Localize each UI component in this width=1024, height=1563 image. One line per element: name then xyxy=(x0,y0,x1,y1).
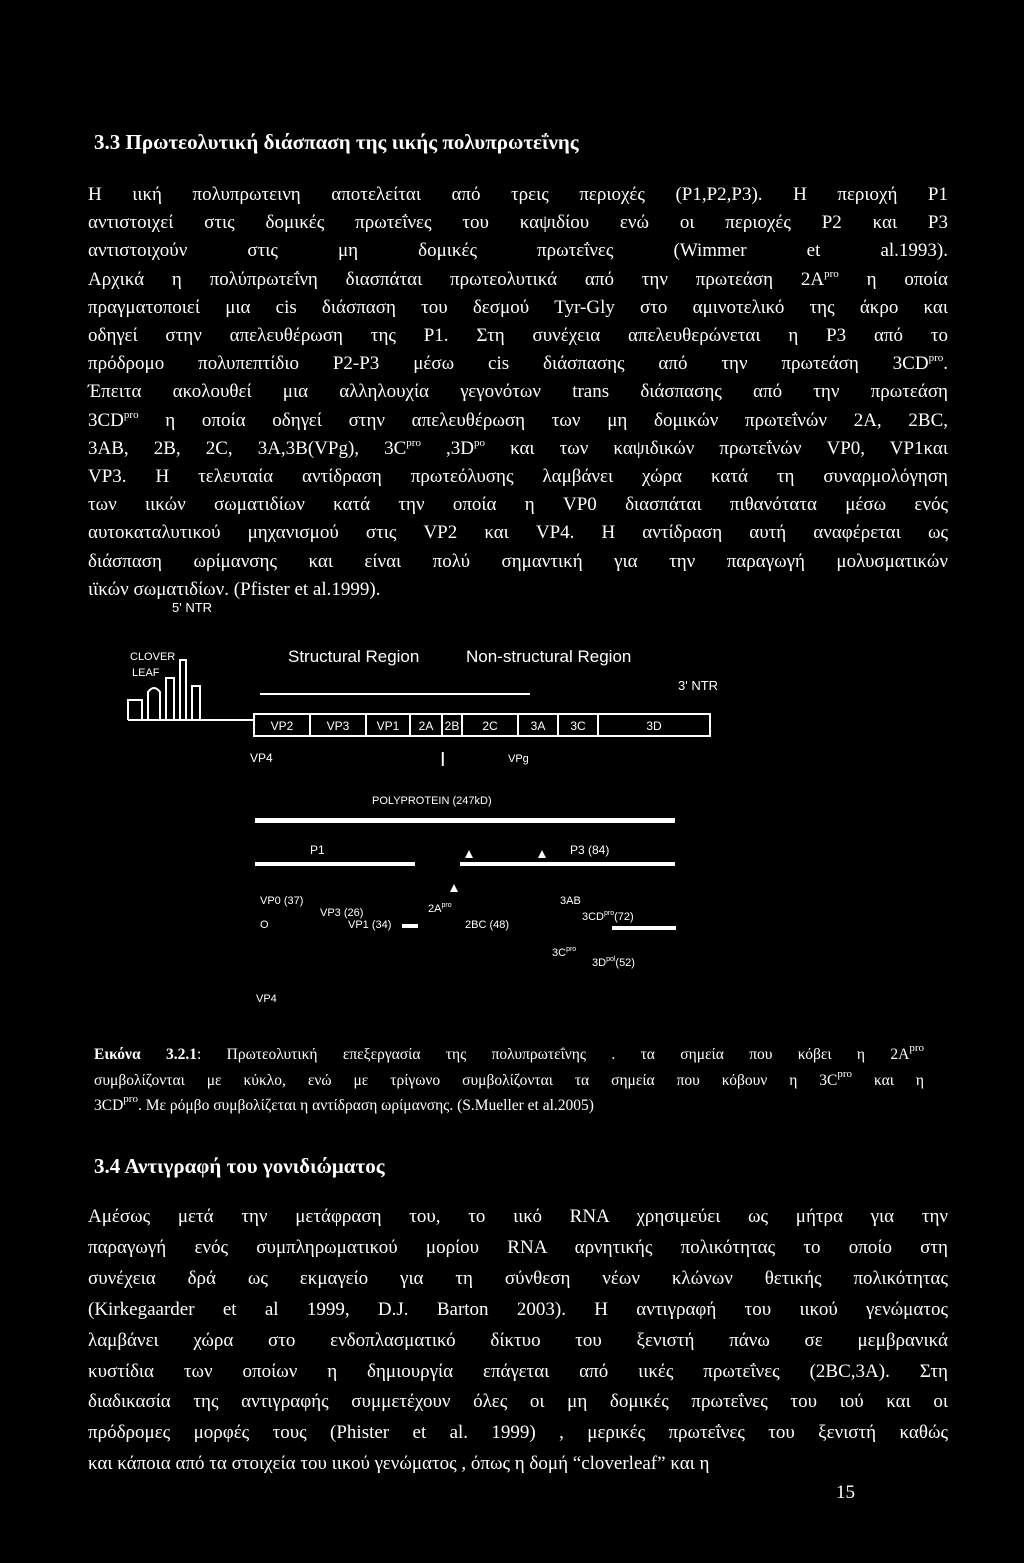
caption-run: 3CD xyxy=(94,1097,124,1114)
text-run: παραγωγή ενός συμπληρωματικού μορίου RNA αρνητικής πολικότητας το οποίο στη xyxy=(88,1236,948,1258)
section-3-3-body xyxy=(88,181,948,604)
text-line xyxy=(88,322,948,350)
text-line xyxy=(88,266,948,294)
vp4-label: VP4 xyxy=(250,751,273,765)
vp1-bar xyxy=(402,924,418,928)
text-line xyxy=(88,463,948,491)
figure-diagram xyxy=(120,590,760,1020)
cloverleaf-label-1: CLOVER xyxy=(130,651,176,663)
threeAB-label: 3AB xyxy=(560,895,581,907)
text-run: αυτοκαταλυτικού μηχανισμού στις VP2 και VP4. Η αντίδραση αυτή αναφέρεται ως xyxy=(88,522,948,544)
vp1-fragment-label: VP1 (34) xyxy=(348,919,392,931)
gene-2a-label: 2A xyxy=(418,719,434,733)
gene-3d-label: 3D xyxy=(646,719,662,733)
gene-3a-label: 3A xyxy=(530,719,546,733)
gene-vp1-label: VP1 xyxy=(376,719,400,733)
text-run: των ιικών σωματιδίων κατά την οποία η VP0 διασπάται πιθανότατα μέσω ενός xyxy=(88,494,948,516)
threeD-label: $3D^{pol}(52)$ xyxy=(592,956,635,969)
text-line xyxy=(88,519,948,547)
ntr5-label: 5' NTR xyxy=(172,600,213,615)
text-line xyxy=(88,1295,948,1326)
polyprotein-bar xyxy=(255,818,675,823)
caption-line xyxy=(94,1068,924,1094)
p1-bar xyxy=(255,862,415,866)
caption-line xyxy=(94,1042,924,1068)
superscript: pro xyxy=(928,352,944,365)
caption-label: Εικόνα 3.2.1 xyxy=(94,1046,197,1063)
text-run: VP3. Η τελευταία αντίδραση πρωτεόλυσης λαμβάνει χώρα κατά τη συναρμολόγηση xyxy=(88,466,948,488)
caption-run: και η xyxy=(852,1071,924,1089)
text-run: Η ιική πολυπρωτεινη αποτελείται από τρεις περιοχές (P1,P2,P3). Η περιοχή P1 xyxy=(88,184,948,205)
p3-label: P3 (84) xyxy=(570,843,610,857)
text-line xyxy=(88,491,948,519)
superscript: pro xyxy=(123,1093,138,1105)
text-line xyxy=(88,1264,948,1295)
text-line xyxy=(88,548,948,576)
threeCD-label: $3CD^{pro}(72)$ xyxy=(582,910,634,923)
o-label: O xyxy=(260,919,269,931)
text-line xyxy=(88,435,948,463)
gene-map xyxy=(254,714,710,736)
superscript: pro xyxy=(837,1067,853,1080)
cleavage-triangle-1 xyxy=(465,850,473,858)
text-run: 3CD xyxy=(88,409,124,431)
caption-line xyxy=(94,1093,924,1119)
superscript: pro xyxy=(406,436,421,449)
cleavage-triangle-3 xyxy=(450,884,458,892)
text-line xyxy=(88,1357,948,1388)
threeC-label: $3C^{pro}$ xyxy=(552,946,577,959)
text-line xyxy=(88,294,948,322)
text-line xyxy=(88,1418,948,1449)
text-run: πρόδρομο πολυπεπτίδιο P2-P3 μέσω cis διάσπασης από την πρωτεάση 3CD xyxy=(88,353,929,375)
polyprotein-processing-figure xyxy=(120,590,760,1020)
vp3-fragment-label: VP3 (26) xyxy=(320,907,364,919)
cloverleaf-label-2: LEAF xyxy=(132,667,160,679)
text-run: ,3D xyxy=(420,437,474,459)
text-run: διαδικασία της αντιγραφής συμμετέχουν όλες οι μη δομικές πρωτεΐνες του ιού και οι xyxy=(88,1391,948,1413)
text-run: πραγματοποιεί μια cis διάσπαση του δεσμού Tyr-Gly στο αμινοτελικό της άκρο και xyxy=(88,296,948,318)
figure-caption xyxy=(94,1042,924,1119)
section-3-4-body xyxy=(88,1202,948,1480)
caption-run: συμβολίζονται με κύκλο, ενώ με τρίγωνο συμβολίζονται τα σημεία που κόβουν η 3C xyxy=(94,1071,838,1089)
text-run: ιϊκών σωματιδίων. (Pfister et al.1999). xyxy=(88,578,381,600)
section-title: Πρωτεολυτική διάσπαση της ιικής πολυπρωτεΐνης xyxy=(125,130,579,154)
text-run: οδηγεί στην απελευθέρωση της P1. Στη συνέχεια απελευθερώνεται η P3 από το xyxy=(88,325,948,347)
text-run: και κάποια από τα στοιχεία του ιικού γενώματος , όπως η δομή “cloverleaf” και η xyxy=(88,1453,710,1475)
gene-vp2-label: VP2 xyxy=(270,719,294,733)
vpg-label: VPg xyxy=(508,753,529,765)
text-run: πρόδρομες μορφές τους (Phister et al. 1999) , μερικές πρωτεΐνες του ξενιστή καθώς xyxy=(88,1422,948,1444)
caption-run: . Με ρόμβο συμβολίζεται η αντίδραση ωρίμανσης. (S.Mueller et al.2005) xyxy=(137,1097,594,1114)
structural-region-label: Structural Region xyxy=(288,647,420,666)
section-number: 3.4 xyxy=(94,1154,121,1178)
p1-label: P1 xyxy=(310,843,325,857)
text-run: αντιστοιχούν στις μη δομικές πρωτεΐνες (Wimmer et al.1993). xyxy=(88,240,948,262)
superscript: pro xyxy=(909,1042,924,1054)
text-run: η οποία xyxy=(838,268,948,290)
section-3-4-heading xyxy=(94,1154,385,1179)
twoApro-label: $2A^{pro}$ xyxy=(428,902,452,915)
polyprotein-label: POLYPROTEIN (247kD) xyxy=(372,795,492,807)
text-line xyxy=(88,378,948,406)
cleavage-marker: I xyxy=(440,749,446,771)
text-line xyxy=(88,1449,948,1480)
text-run: Έπειτα ακολουθεί μια αλληλουχία γεγονότων trans διάσπασης από την πρωτεάση xyxy=(88,381,948,403)
text-run: και των καψιδικών πρωτεΐνών VP0, VP1και xyxy=(485,437,948,459)
superscript: po xyxy=(474,436,485,449)
text-run: λαμβάνει χώρα στο ενδοπλασματικό δίκτυο του ξενιστή πάνω σε μεμβρανικά xyxy=(88,1329,948,1351)
text-line xyxy=(88,181,948,209)
gene-2c-label: 2C xyxy=(482,719,498,733)
text-run: κυστίδια των οποίων η δημιουργία επάγεται από ιικές πρωτεΐνες (2BC,3A). Στη xyxy=(88,1360,948,1382)
superscript: pro xyxy=(123,408,139,421)
cleavage-triangle-2 xyxy=(538,850,546,858)
text-run: . xyxy=(943,353,948,375)
text-run: (Kirkegaarder et al 1999, D.J. Barton 2003). Η αντιγραφή του ιικού γενώματος xyxy=(88,1298,948,1320)
text-run: αντιστοιχεί στις δομικές πρωτεΐνες του καψιδίου ενώ οι περιοχές P2 και P3 xyxy=(88,212,948,234)
nonstructural-region-label: Non-structural Region xyxy=(466,647,632,666)
section-number: 3.3 xyxy=(94,130,121,154)
text-line xyxy=(88,350,948,378)
text-run: η οποία οδηγεί στην απελευθέρωση των μη δομικών πρωτεΐνών 2A, 2BC, xyxy=(138,409,948,431)
text-run: διάσπαση ωρίμανσης και είναι πολύ σημαντική για την παραγωγή μολυσματικών xyxy=(88,550,948,572)
text-run: 3AB, 2B, 2C, 3A,3B(VPg), 3C xyxy=(88,437,407,459)
text-line xyxy=(88,209,948,237)
threeCD-bar xyxy=(612,926,676,930)
gene-3c-label: 3C xyxy=(570,719,586,733)
text-line xyxy=(88,237,948,265)
gene-2b-label: 2B xyxy=(444,719,460,733)
text-run: Αμέσως μετά την μετάφραση του, το ιικό RNA χρησιμεύει ως μήτρα για την xyxy=(88,1206,948,1227)
text-line xyxy=(88,1202,948,1233)
text-line xyxy=(88,1326,948,1357)
text-run: Αρχικά η πολύπρωτεΐνη διασπάται πρωτεολυτικά από την πρωτεάση 2A xyxy=(88,268,825,290)
text-line xyxy=(88,407,948,435)
page-number: 15 xyxy=(836,1482,855,1503)
vp4-bottom-label: VP4 xyxy=(256,993,277,1005)
superscript: pro xyxy=(824,267,839,280)
section-3-3-heading xyxy=(94,130,579,155)
gene-vp3-label: VP3 xyxy=(326,719,350,733)
text-run: συνέχεια δρά ως εκμαγείο για τη σύνθεση νέων κλώνων θετικής πολικότητας xyxy=(88,1267,948,1289)
ntr3-label: 3' NTR xyxy=(678,678,719,693)
p2-bar xyxy=(460,862,542,866)
section-title: Αντιγραφή του γονιδιώματος xyxy=(124,1154,385,1178)
twoBC-label: 2BC (48) xyxy=(465,919,510,931)
text-line xyxy=(88,1387,948,1418)
text-line xyxy=(88,1233,948,1264)
vp0-label: VP0 (37) xyxy=(260,895,304,907)
caption-run: : Πρωτεολυτική επεξεργασία της πολυπρωτεΐνης . τα σημεία που κόβει η 2A xyxy=(196,1046,910,1063)
p3-bar xyxy=(530,862,675,866)
